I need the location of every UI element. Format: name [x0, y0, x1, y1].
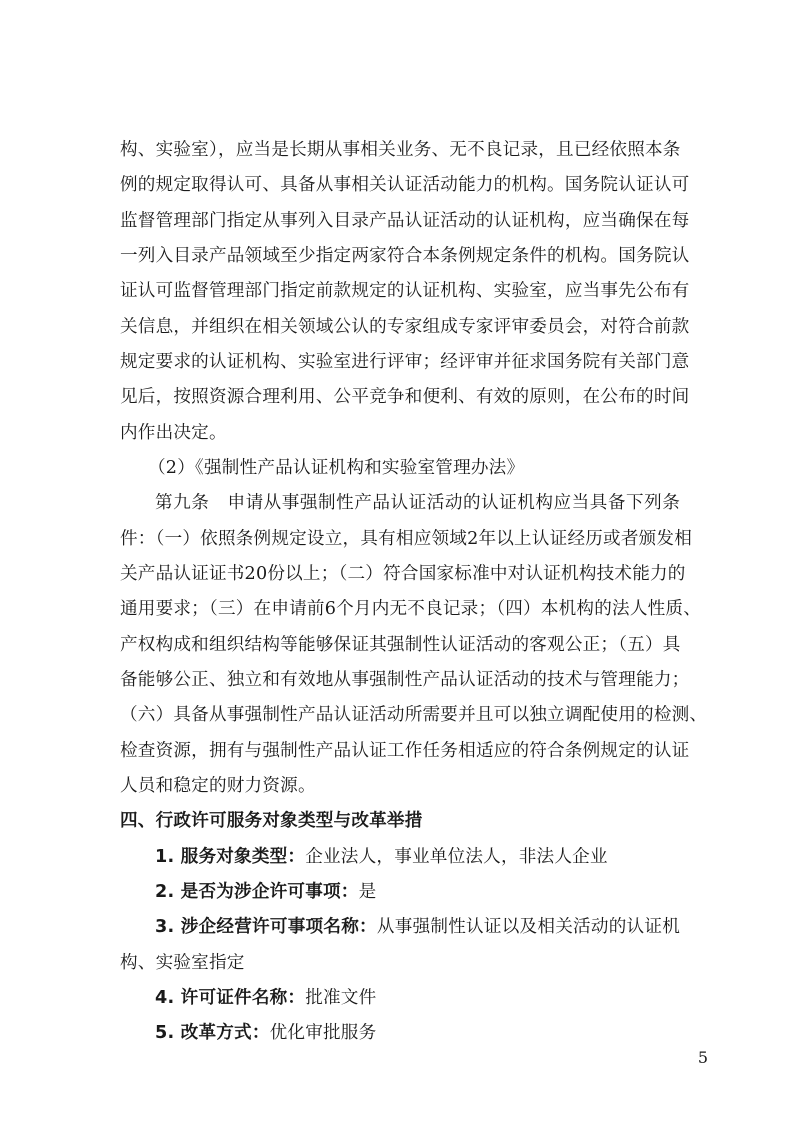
para2-line-4: 通用要求；（三）在申请前6个月内无不良记录；（四）本机构的法人性质、	[120, 599, 701, 619]
para1-line-8: 见后，按照资源合理利用、公平竞争和便利、有效的原则，在公布的时间	[120, 387, 690, 407]
item-value: 优化审批服务	[269, 1023, 377, 1043]
item-reform-method	[155, 1015, 680, 1051]
item-value: 从事强制性认证以及相关活动的认证机	[376, 917, 680, 937]
para1-line-1: 构、实验室），应当是长期从事相关业务、无不良记录，且已经依照本条	[120, 140, 681, 160]
item-license-name	[155, 980, 680, 1016]
para1-line-4: 一列入目录产品领域至少指定两家符合本条例规定条件的机构。国务院认	[120, 246, 690, 266]
item-label: 3. 涉企经营许可事项名称：	[155, 917, 377, 937]
para1-line-2: 例的规定取得认可、具备从事相关认证活动能力的机构。国务院认证认可	[120, 175, 690, 195]
item-label: 4. 许可证件名称：	[155, 988, 306, 1008]
para2-line-8: 检查资源，拥有与强制性产品认证工作任务相适应的符合条例规定的认证	[120, 741, 690, 761]
para1-line-7: 规定要求的认证机构、实验室进行评审；经评审并征求国务院有关部门意	[120, 352, 690, 372]
para1-line-3: 监督管理部门指定从事列入目录产品认证活动的认证机构，应当确保在每	[120, 211, 690, 231]
para1-line-9: 内作出决定。	[120, 423, 227, 443]
item-value: 是	[358, 882, 377, 902]
section-heading: 四、行政许可服务对象类型与改革举措	[120, 811, 423, 831]
item-label: 1. 服务对象类型：	[155, 847, 306, 867]
sub-heading: （2）《强制性产品认证机构和实验室管理办法》	[148, 458, 525, 478]
item-permit-name-cont: 构、实验室指定	[120, 953, 245, 973]
item-value: 批准文件	[305, 988, 377, 1008]
item-service-type	[155, 839, 680, 875]
para2-line-9: 人员和稳定的财力资源。	[120, 776, 316, 796]
page-number: 5	[697, 1048, 708, 1067]
para2-line-6: 备能够公正、独立和有效地从事强制性产品认证活动的技术与管理能力；	[120, 670, 690, 690]
item-label: 5. 改革方式：	[155, 1023, 270, 1043]
para1-line-6: 关信息，并组织在相关领域公认的专家组成专家评审委员会，对符合前款	[120, 317, 690, 337]
para2-line-7: （六）具备从事强制性产品认证活动所需要并且可以独立调配使用的检测、	[120, 705, 708, 725]
para2-line-1: 第九条 申请从事强制性产品认证活动的认证机构应当具备下列条	[155, 493, 680, 513]
para2-line-5: 产权构成和组织结构等能够保证其强制性认证活动的客观公正；（五）具	[120, 635, 681, 655]
para2-line-3: 关产品认证证书20份以上；（二）符合国家标准中对认证机构技术能力的	[120, 564, 686, 584]
item-enterprise-permit	[155, 874, 680, 910]
item-label: 2. 是否为涉企许可事项：	[155, 882, 359, 902]
item-value: 企业法人，事业单位法人，非法人企业	[305, 847, 608, 867]
para2-line-2: 件：（一）依照条例规定设立，具有相应领域2年以上认证经历或者颁发相	[120, 529, 692, 549]
para1-line-5: 证认可监督管理部门指定前款规定的认证机构、实验室，应当事先公布有	[120, 281, 690, 301]
item-permit-name	[155, 909, 680, 945]
